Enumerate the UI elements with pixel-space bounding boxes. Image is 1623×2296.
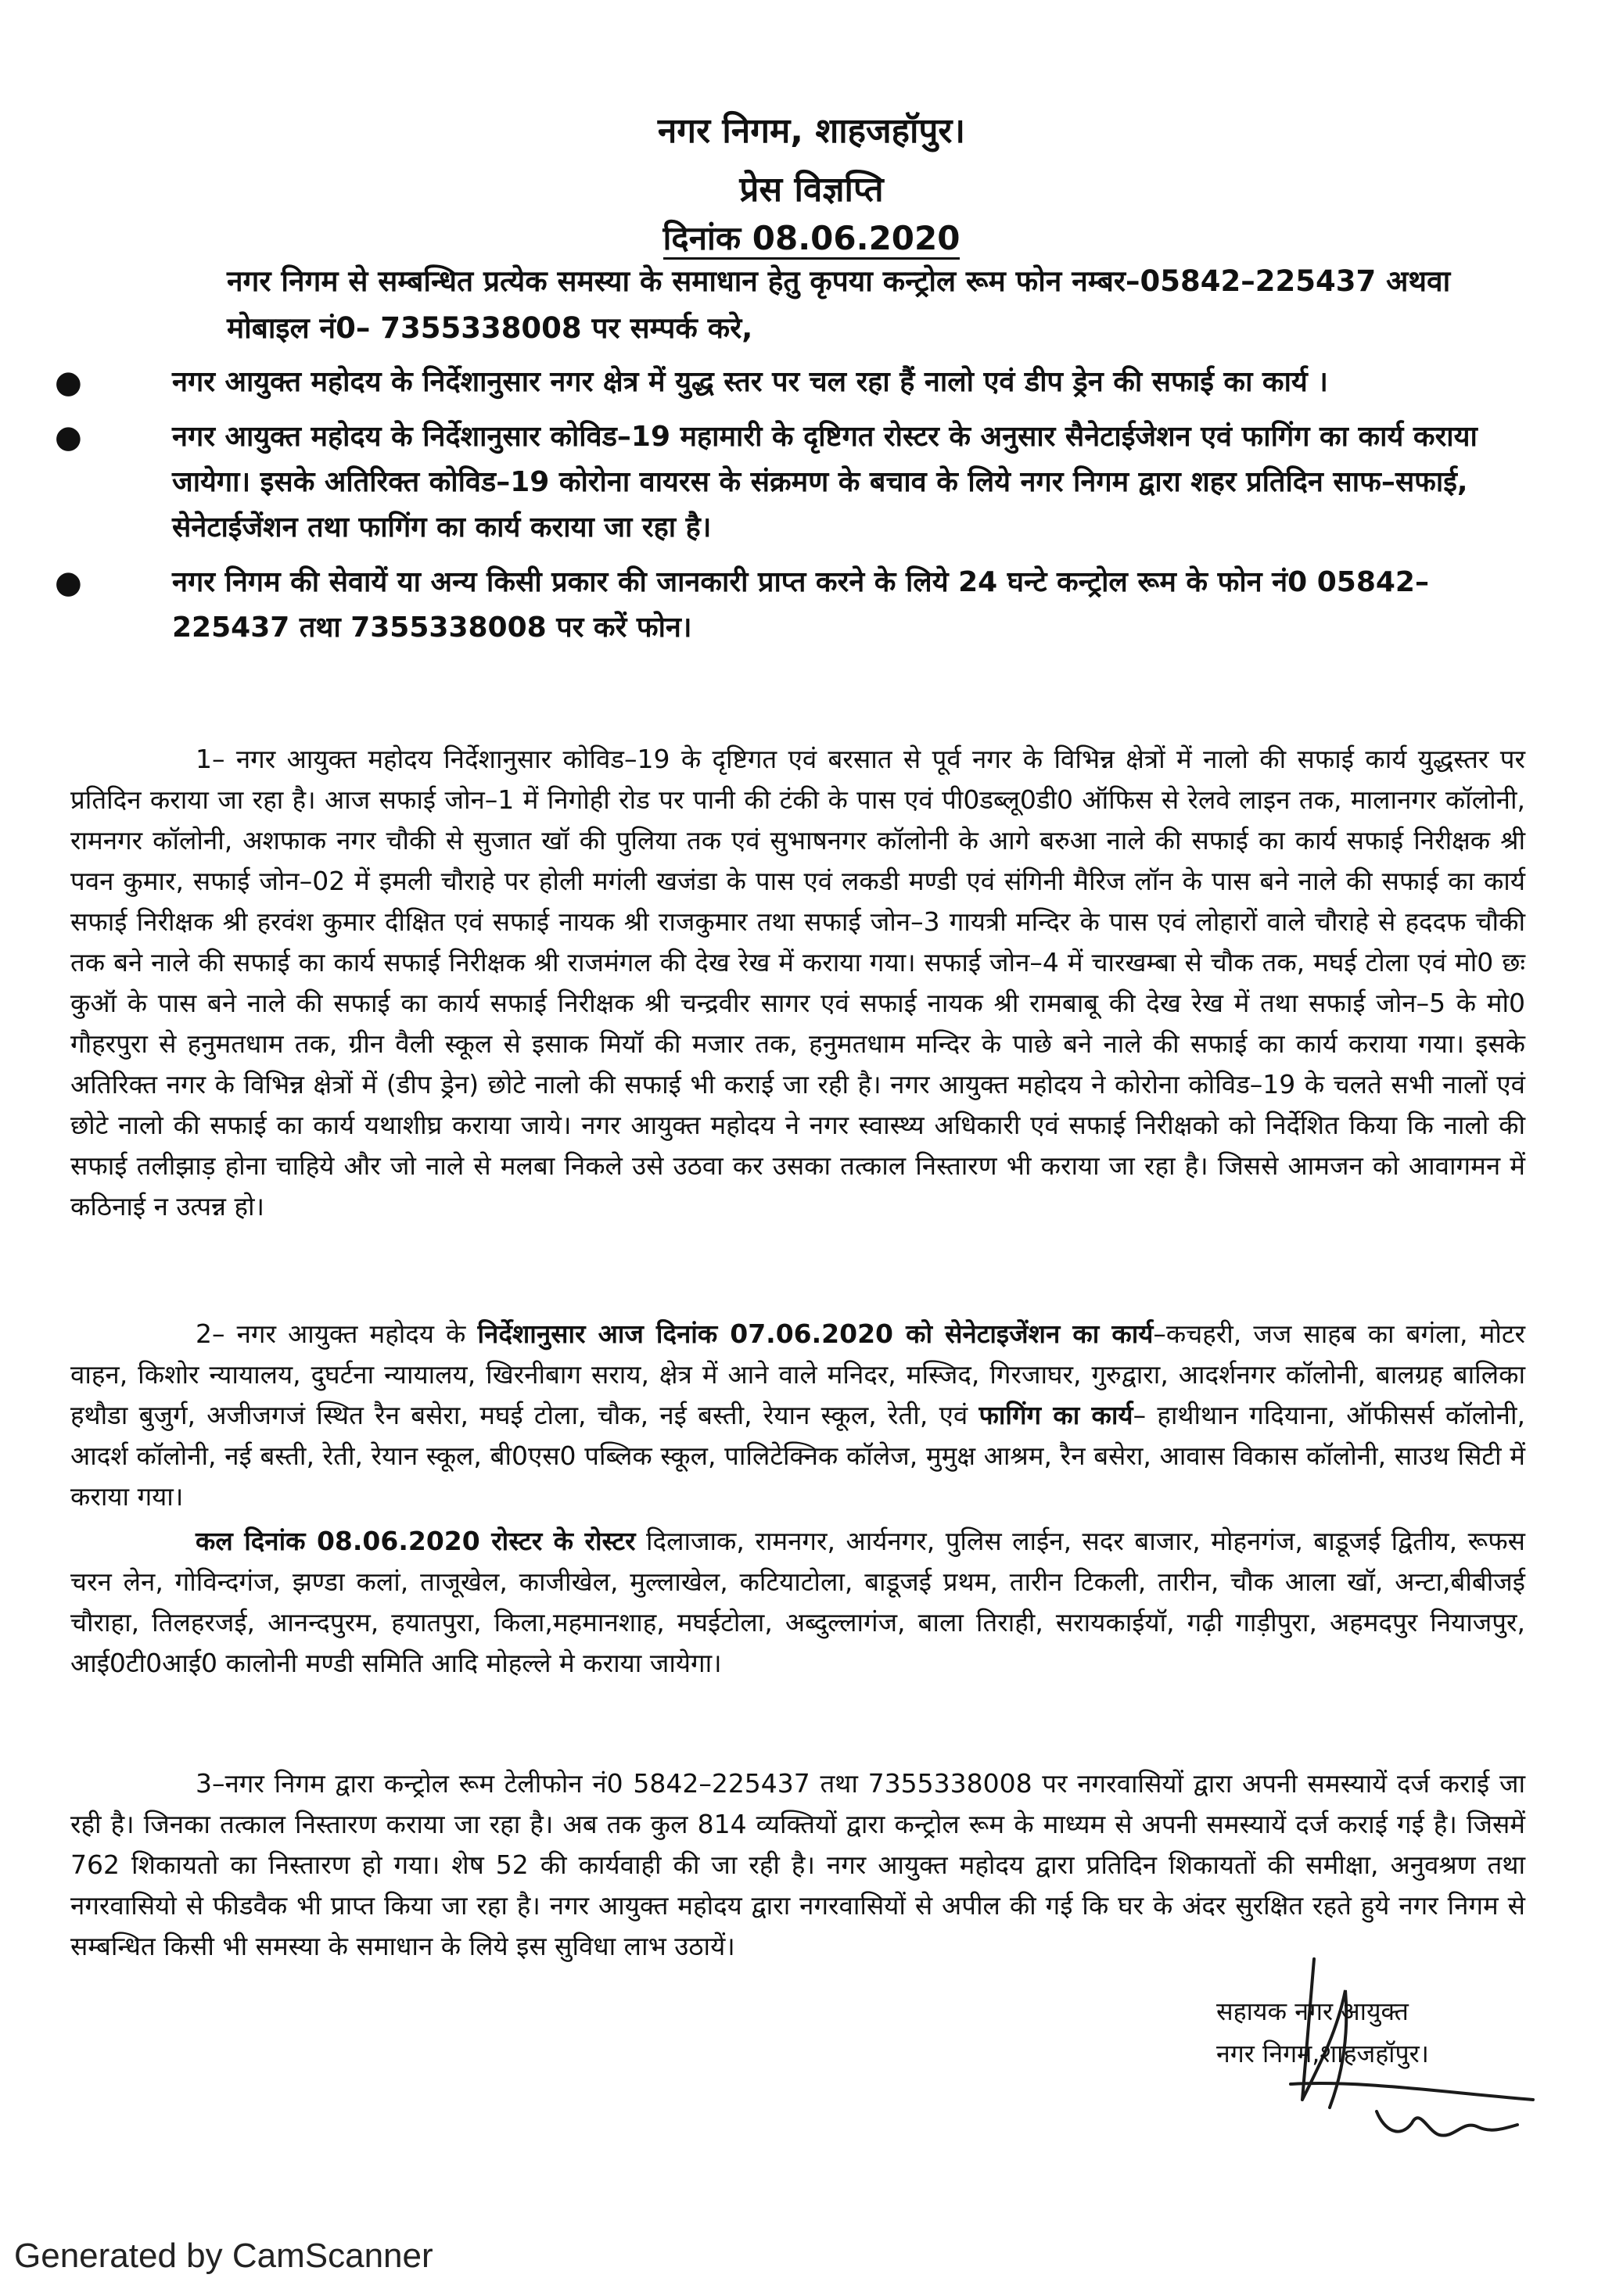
bullet-text: नगर निगम की सेवायें या अन्य किसी प्रकार की जानकारी प्राप्त करने के लिये 24 घन्टे कन्ट्रोल रूम के फोन नं0 05842–225437 तथा 7355338008 पर करें फोन। [172, 566, 1429, 644]
paragraph-4 [70, 1763, 1525, 1967]
contact-line: नगर निगम से सम्बन्धित प्रत्येक समस्या के समाधान हेतु कृपया कन्ट्रोल रूम फोन नम्बर–05842–225437 अथवा मोबाइल नं0– 7355338008 पर सम्पर्क करे, [227, 264, 1451, 345]
bullet-item [43, 560, 1513, 651]
org-title: नगर निगम, शाहजहॉपुर। [657, 111, 966, 151]
bullet-list [43, 360, 1513, 660]
paragraph-1 [70, 739, 1525, 1227]
scanner-footer: Generated by CamScanner [14, 2237, 433, 2275]
bullet-dot-icon: ● [55, 364, 82, 400]
paragraph-1-text: 1– नगर आयुक्त महोदय निर्देशानुसार कोविड–19 के दृष्टिगत एवं बरसात से पूर्व नगर के विभिन्न क्षेत्रों में नालो की सफाई कार्य युद्धस्तर पर प्रतिदिन कराया जा रहा है। आज सफाई जोन–1 में निगोही रोड पर पानी की टंकी के पास एवं पी0डब्लू0डी0 ऑफिस से रेलवे लाइन तक, मालानगर कॉलोनी, रामनगर कॉलोनी, अशफाक नगर चौकी से सुजात खॉ की पुलिया तक एवं सुभाषनगर कॉलोनी के आगे बरुआ नाले की सफाई का कार्य सफाई निरीक्षक श्री पवन कुमार, सफाई जोन–02 में इमली चौराहे पर होली मगंली खजंडा के पास एवं लकडी मण्डी एवं संगिनी मैरिज लॉन के पास बने नाले की सफाई का कार्य सफाई निरीक्षक श्री हरवंश कुमार दीक्षित एवं सफाई नायक श्री राजकुमार तथा सफाई जोन–3 गायत्री मन्दिर के पास एवं लोहारों वाले चौराहे से हददफ चौकी तक बने नाले की सफाई का कार्य सफाई निरीक्षक श्री राजमंगल की देख रेख में कराया गया। सफाई जोन–4 में चारखम्बा से चौक तक, मघई टोला एवं मो0 छः कुऑ के पास बने नाले की सफाई का कार्य सफाई निरीक्षक श्री चन्द्रवीर सागर एवं सफाई नायक श्री रामबाबू की देख रेख में तथा सफाई जोन–5 के मो0 गौहरपुरा से हनुमतधाम तक, ग्रीन वैली स्कूल से इसाक मियॉ की मजार तक, हनुमतधाम मन्दिर के पाछे बने नाले की सफाई का कार्य कराया गया। इसके अतिरिक्त नगर के विभिन्न क्षेत्रों में (डीप ड्रेन) छोटे नालो की सफाई भी कराई जा रही है। नगर आयुक्त महोदय ने कोरोना कोविड–19 के चलते सभी नालों एवं छोटे नालो की सफाई का कार्य यथाशीघ्र कराया जाये। नगर आयुक्त महोदय ने नगर स्वास्थ्य अधिकारी एवं सफाई निरीक्षको को निर्देशित किया कि नालो की सफाई तलीझाड़ होना चाहिये और जो नाले से मलबा निकले उसे उठवा कर उसका तत्काल निस्तारण भी कराया जा रहा है। जिससे आमजन को आवागमन में कठिनाई न उत्पन्न हो। [70, 744, 1525, 1222]
paragraph-2-bold-1: निर्देशानुसार आज दिनांक 07.06.2020 को सेनेटाइजेंशन का कार्य [477, 1318, 1154, 1349]
paragraph-2-bold-2: फागिंग का कार्य [978, 1400, 1133, 1430]
bullet-dot-icon: ● [55, 419, 82, 455]
bullet-text: नगर आयुक्त महोदय के निर्देशानुसार नगर क्षेत्र में युद्ध स्तर पर चल रहा हैं नालो एवं डीप ड्रेन की सफाई का कार्य । [172, 366, 1328, 398]
paragraph-2-mid: –कचहरी, जज साहब का बगंला, मोटर वाहन, किशोर न्यायालय, दुघर्टना न्यायालय, खिरनीबाग सराय, क्षेत्र में आने वाले मनिदर, मस्जिद, गिरजाघर, गुरुद्वारा, आदर्शनगर कॉलोनी, बालग्रह बालिका हथौडा बुजुर्ग, अजीजगजं स्थित रैन बसेरा, मघई टोला, चौक, नई बस्ती, रेयान स्कूल, रेती, एवं [70, 1318, 1525, 1430]
paragraph-2-rest: – हाथीथान गदियाना, ऑफीसर्स कॉलोनी, आदर्श कॉलोनी, नई बस्ती, रेती, रेयान स्कूल, बी0एस0 पब्लिक स्कूल, पालिटेक्निक कॉलेज, मुमुक्ष आश्रम, रैन बसेरा, आवास विकास कॉलोनी, साउथ सिटी में कराया गया। [70, 1400, 1525, 1512]
document-date [0, 215, 1623, 260]
signature-block [1216, 1990, 1429, 2075]
bullet-text: नगर आयुक्त महोदय के निर्देशानुसार कोविड–19 महामारी के दृष्टिगत रोस्टर के अनुसार सैनेटाईजेशन एवं फागिंग का कार्य कराया जायेगा। इसके अतिरिक्त कोविड–19 कोरोना वायरस के संक्रमण के बचाव के लिये नगर निगम द्वारा शहर प्रतिदिन साफ–सफाई, सेनेटाईजेंशन तथा फागिंग का कार्य कराया जा रहा है। [172, 421, 1478, 544]
signature-office: नगर निगम,शाहजहॉपुर। [1216, 2039, 1429, 2068]
paragraph-3-rest: दिलाजाक, रामनगर, आर्यनगर, पुलिस लाईन, सदर बाजार, मोहनगंज, बाडूजई द्वितीय, रूफस चरन लेन, गोविन्दगंज, झण्डा कलां, ताजूखेल, काजीखेल, मुल्लाखेल, कटियाटोला, बाडूजई प्रथम, तारीन टिकली, तारीन, चौक आला खॉ, अन्टा,बीबीजई चौराहा, तिलहरजई, आनन्दपुरम, हयातपुरा, किला,महमानशाह, मघईटोला, अब्दुल्लागंज, बाला तिराही, सरायकाईयॉ, गढ़ी गाड़ीपुरा, अहमदपुर नियाजपुर, आई0टी0आई0 कालोनी मण्डी समिति आदि मोहल्ले मे कराया जायेगा। [70, 1526, 1525, 1678]
document-date-text: दिनांक 08.06.2020 [663, 219, 961, 260]
document-title: प्रेस विज्ञप्ति [739, 170, 884, 210]
paragraph-3 [70, 1521, 1525, 1684]
bullet-item [43, 414, 1513, 551]
paragraph-2 [70, 1314, 1525, 1517]
paragraph-3-bold: कल दिनांक 08.06.2020 रोस्टर के रोस्टर [196, 1526, 636, 1556]
bullet-dot-icon: ● [55, 565, 82, 601]
signature-designation: सहायक नगर आयुक्त [1216, 1996, 1409, 2026]
paragraph-4-text: 3–नगर निगम द्वारा कन्ट्रोल रूम टेलीफोन नं0 5842–225437 तथा 7355338008 पर नगरवासियों द्वारा अपनी समस्यायें दर्ज कराई जा रही है। जिनका तत्काल निस्तारण कराया जा रहा है। अब तक कुल 814 व्यक्तियों द्वारा कन्ट्रोल रूम के माध्यम से अपनी समस्यायें दर्ज कराई गई है। जिसमें 762 शिकायतो का निस्तारण हो गया। शेष 52 की कार्यवाही की जा रही है। नगर आयुक्त महोदय द्वारा प्रतिदिन शिकायतों की समीक्षा, अनुवश्रण तथा नगरवासियो से फीडवैक भी प्राप्त किया जा रहा है। नगर आयुक्त महोदय द्वारा नगरवासियों से अपील की गई कि घर के अंदर सुरक्षित रहते हुये नगर निगम से सम्बन्धित किसी भी समस्या के समाधान के लिये इस सुविधा लाभ उठायें। [70, 1768, 1525, 1961]
bullet-item [43, 360, 1513, 405]
paragraph-2-prefix: 2– नगर आयुक्त महोदय के [196, 1318, 478, 1349]
